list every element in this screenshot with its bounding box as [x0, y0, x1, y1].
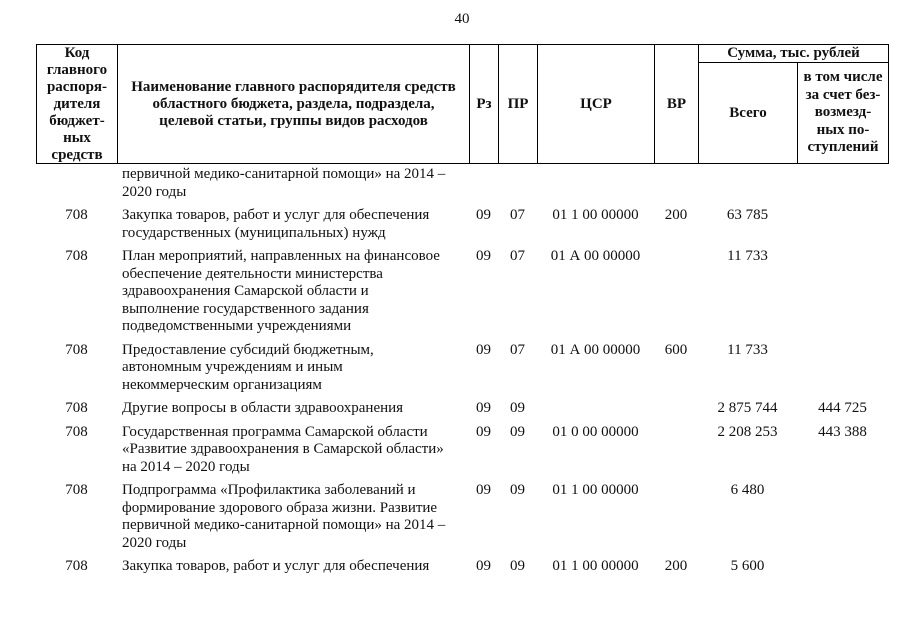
header-admin-code-line: распоря-: [46, 78, 108, 95]
header-section-code-label: Рз: [476, 95, 492, 112]
expense-type-code-cell: 200: [664, 207, 688, 223]
expense-name-line: обеспечение деятельности министерства: [122, 265, 383, 282]
expense-name-line: 2020 годы: [122, 534, 187, 551]
amount-total-cell: 6 480: [730, 482, 765, 498]
expense-name-line: государственных (муниципальных) нужд: [122, 224, 386, 241]
header-expense-name-cell: [117, 44, 470, 164]
subsection-code-cell: 09: [510, 558, 525, 574]
expense-name-line: Предоставление субсидий бюджетным,: [122, 341, 374, 358]
header-expense-name-line: областного бюджета, раздела, подраздела,: [152, 95, 435, 112]
header-expense-type-code-label: ВР: [666, 95, 687, 112]
header-admin-code-cell: [36, 44, 118, 164]
header-subsection-code-label: ПР: [507, 95, 529, 112]
target-article-code-cell: 01 1 00 00000: [552, 558, 639, 574]
header-amount-total-label: Всего: [729, 104, 767, 121]
table-row: [36, 342, 888, 395]
subsection-code-cell: 07: [510, 341, 525, 358]
amount-total-cell: 2 875 744: [717, 400, 778, 416]
subsection-code-cell: 09: [510, 423, 525, 440]
target-article-code-cell: 01 А 00 00000: [550, 341, 641, 358]
admin-code-cell: 708: [65, 558, 88, 574]
expense-name-line: Государственная программа Самарской области: [122, 423, 428, 440]
section-code-cell: 09: [476, 558, 491, 574]
expense-name-line: Закупка товаров, работ и услуг для обеспечения: [122, 207, 430, 223]
table-row: [36, 248, 888, 336]
header-amount-group-label: Сумма, тыс. рублей: [727, 45, 860, 61]
header-amount-grants-cell: [797, 62, 889, 164]
target-article-code-cell: 01 1 00 00000: [552, 482, 639, 498]
table-body: [36, 166, 888, 582]
section-code-cell: 09: [476, 482, 491, 498]
header-amount-grants-line: в том числе: [803, 69, 883, 86]
admin-code-cell: 708: [65, 400, 88, 416]
page-number: 40: [454, 11, 470, 27]
subsection-code-cell: 07: [510, 248, 525, 264]
header-admin-code-line: Код: [64, 44, 90, 61]
expense-name-line: Другие вопросы в области здравоохранения: [122, 400, 404, 416]
header-expense-type-code-cell: [654, 44, 699, 164]
target-article-code-cell: 01 А 00 00000: [550, 248, 641, 264]
table-row: [36, 558, 888, 576]
header-subsection-code-cell: [498, 44, 538, 164]
header-amount-grants-line: за счет без-: [805, 86, 881, 103]
subsection-code-cell: 09: [510, 482, 525, 498]
header-admin-code-line: главного: [46, 61, 108, 78]
target-article-code-cell: 01 1 00 00000: [552, 207, 639, 223]
amount-total-cell: 11 733: [727, 341, 768, 358]
amount-total-cell: 63 785: [726, 207, 769, 223]
expense-name-line: некоммерческим организациям: [122, 376, 322, 393]
table-row: [36, 400, 888, 418]
amount-total-cell: 11 733: [727, 248, 768, 264]
table-row: [36, 166, 888, 201]
subsection-code-cell: 07: [510, 207, 525, 223]
table-row: [36, 424, 888, 477]
expense-name-line: на 2014 – 2020 годы: [122, 458, 250, 475]
expense-name-cell: [117, 482, 469, 552]
expense-name-cell: [117, 424, 469, 477]
expense-name-line: автономным учреждениям и иным: [122, 359, 343, 375]
section-code-cell: 09: [476, 341, 491, 358]
expense-name-line: 2020 годы: [122, 183, 187, 200]
expense-name-line: Подпрограмма «Профилактика заболеваний и: [122, 482, 416, 498]
header-admin-code-line: дителя: [53, 95, 101, 112]
expense-name-cell: [117, 166, 469, 201]
header-amount-group-cell: [698, 44, 889, 63]
expense-name-line: здравоохранения Самарской области и: [122, 283, 369, 299]
header-admin-code-line: бюджет-: [49, 112, 105, 129]
expense-name-cell: [117, 558, 469, 576]
section-code-cell: 09: [476, 248, 491, 264]
header-admin-code-line: средств: [51, 146, 103, 163]
amount-total-cell: 5 600: [730, 558, 765, 574]
table-row: [36, 482, 888, 552]
expense-name-line: Закупка товаров, работ и услуг для обеспечения: [122, 558, 430, 574]
admin-code-cell: 708: [65, 423, 88, 440]
header-expense-name-line: Наименование главного распорядителя средств: [131, 78, 456, 95]
target-article-code-cell: 01 0 00 00000: [552, 423, 639, 440]
header-admin-code-line: ных: [63, 129, 91, 146]
header-amount-grants-line: ных по-: [816, 121, 870, 138]
expense-type-code-cell: 200: [664, 558, 688, 574]
expense-name-line: План мероприятий, направленных на финансовое: [122, 248, 440, 264]
section-code-cell: 09: [476, 207, 491, 223]
header-target-article-code-label: ЦСР: [580, 95, 612, 112]
expense-name-line: выполнение государственного задания: [122, 300, 369, 317]
header-amount-grants-line: ступлений: [807, 139, 879, 156]
subsection-code-cell: 09: [510, 400, 525, 416]
amount-grants-cell: 443 388: [818, 423, 867, 440]
header-section-code-cell: [469, 44, 499, 164]
section-code-cell: 09: [476, 423, 491, 440]
table-row: [36, 207, 888, 242]
expense-name-line: «Развитие здравоохранения в Самарской области»: [122, 441, 444, 457]
header-amount-grants-line: возмезд-: [814, 104, 872, 121]
header-expense-name-line: целевой статьи, группы видов расходов: [159, 112, 428, 129]
admin-code-cell: 708: [65, 207, 88, 223]
expense-name-cell: [117, 207, 469, 242]
expense-name-line: формирование здорового образа жизни. Развитие: [122, 499, 438, 516]
admin-code-cell: 708: [65, 248, 88, 264]
header-amount-total-cell: [698, 62, 798, 164]
expense-type-code-cell: 600: [664, 341, 688, 358]
admin-code-cell: 708: [65, 341, 88, 358]
expense-name-cell: [117, 248, 469, 336]
amount-total-cell: 2 208 253: [717, 423, 778, 440]
expense-name-cell: [117, 400, 469, 418]
admin-code-cell: 708: [65, 482, 88, 498]
expense-name-line: первичной медико-санитарной помощи» на 2014 –: [122, 166, 446, 182]
expense-name-cell: [117, 342, 469, 395]
expense-name-line: подведомственными учреждениями: [122, 318, 352, 334]
section-code-cell: 09: [476, 400, 491, 416]
expense-name-line: первичной медико-санитарной помощи» на 2014 –: [122, 517, 446, 533]
header-target-article-code-cell: [537, 44, 655, 164]
amount-grants-cell: 444 725: [818, 400, 867, 416]
